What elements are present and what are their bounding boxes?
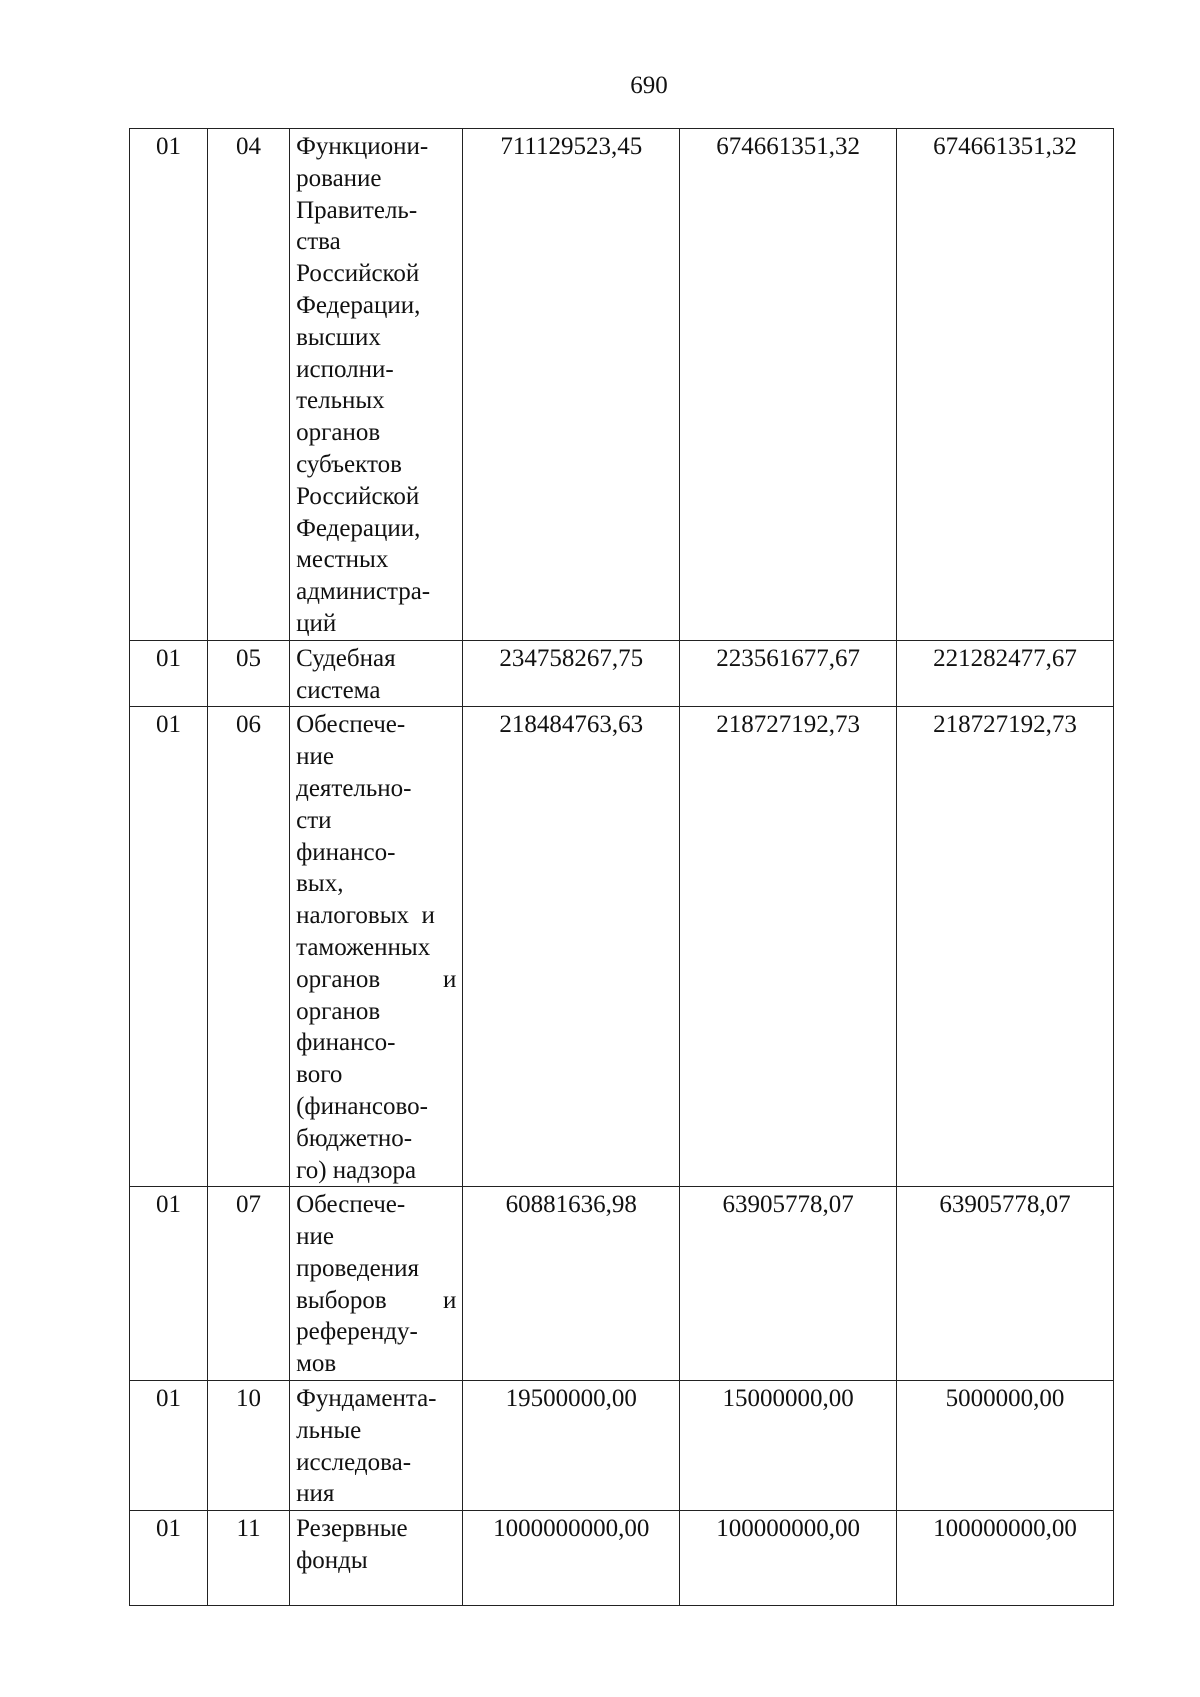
table-row bbox=[130, 640, 1114, 707]
table-row bbox=[130, 129, 1114, 641]
amount-2-cell: 15000000,00 bbox=[680, 1381, 897, 1511]
amount-2-cell: 218727192,73 bbox=[680, 707, 897, 1187]
budget-table bbox=[129, 128, 1114, 1606]
amount-2-cell: 223561677,67 bbox=[680, 640, 897, 707]
name-cell: Обеспече- ние проведения выборов и референду- мов bbox=[290, 1187, 463, 1381]
amount-3-cell: 221282477,67 bbox=[897, 640, 1114, 707]
amount-1-cell: 711129523,45 bbox=[463, 129, 680, 641]
podrazdel-cell: 06 bbox=[208, 707, 290, 1187]
razdel-cell: 01 bbox=[130, 707, 208, 1187]
amount-1-cell: 19500000,00 bbox=[463, 1381, 680, 1511]
page-number: 690 bbox=[630, 72, 668, 99]
podrazdel-cell: 07 bbox=[208, 1187, 290, 1381]
name-cell: Судебная система bbox=[290, 640, 463, 707]
razdel-cell: 01 bbox=[130, 640, 208, 707]
amount-3-cell: 100000000,00 bbox=[897, 1511, 1114, 1606]
name-cell: Обеспече- ние деятельно- сти финансо- вых, налоговых и таможенных органов и органов финансо- вого (финансово- бюджетно- го) надзора bbox=[290, 707, 463, 1187]
amount-3-cell: 674661351,32 bbox=[897, 129, 1114, 641]
amount-1-cell: 1000000000,00 bbox=[463, 1511, 680, 1606]
amount-3-cell: 5000000,00 bbox=[897, 1381, 1114, 1511]
amount-1-cell: 234758267,75 bbox=[463, 640, 680, 707]
razdel-cell: 01 bbox=[130, 1187, 208, 1381]
podrazdel-cell: 04 bbox=[208, 129, 290, 641]
podrazdel-cell: 11 bbox=[208, 1511, 290, 1606]
name-cell: Резервные фонды bbox=[290, 1511, 463, 1606]
amount-1-cell: 218484763,63 bbox=[463, 707, 680, 1187]
table-row bbox=[130, 1187, 1114, 1381]
podrazdel-cell: 10 bbox=[208, 1381, 290, 1511]
table-row bbox=[130, 1381, 1114, 1511]
amount-3-cell: 63905778,07 bbox=[897, 1187, 1114, 1381]
amount-3-cell: 218727192,73 bbox=[897, 707, 1114, 1187]
razdel-cell: 01 bbox=[130, 129, 208, 641]
amount-2-cell: 100000000,00 bbox=[680, 1511, 897, 1606]
name-cell: Функциони- рование Правитель- ства Российской Федерации, высших исполни- тельных органов субъектов Российской Федерации, местных администра- ций bbox=[290, 129, 463, 641]
table-row bbox=[130, 707, 1114, 1187]
amount-2-cell: 63905778,07 bbox=[680, 1187, 897, 1381]
razdel-cell: 01 bbox=[130, 1381, 208, 1511]
podrazdel-cell: 05 bbox=[208, 640, 290, 707]
razdel-cell: 01 bbox=[130, 1511, 208, 1606]
amount-2-cell: 674661351,32 bbox=[680, 129, 897, 641]
table-row bbox=[130, 1511, 1114, 1606]
name-cell: Фундамента- льные исследова- ния bbox=[290, 1381, 463, 1511]
amount-1-cell: 60881636,98 bbox=[463, 1187, 680, 1381]
